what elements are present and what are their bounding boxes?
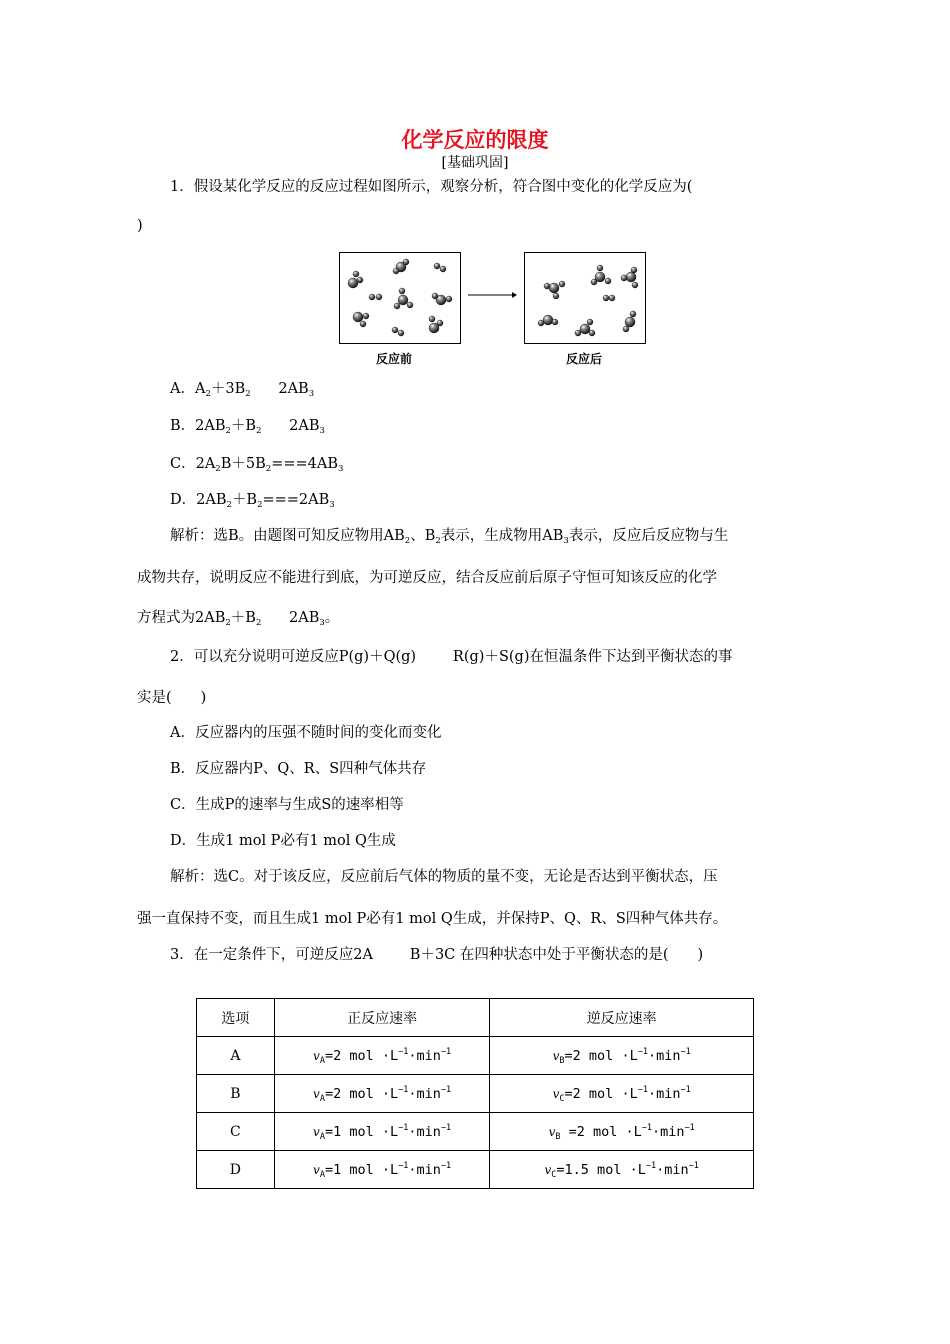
q1-option-d: D．$2AB_2+B_2===2AB_3$ <box>170 492 335 510</box>
forward-rate-cell: $v_A=2$ mol $\cdot L^{-1}\cdot\min^{-1}$ <box>274 1075 490 1113</box>
page-title: 化学反应的限度 <box>401 128 549 152</box>
q1-analysis-line3: 方程式为$2AB_2+B_2$ $2AB_3$。 <box>137 610 340 628</box>
rate-table <box>196 998 754 1189</box>
q2-stem-line2: 实是( ) <box>137 690 207 706</box>
q1-option-c: C．$2A_2B+5B_2===4AB_3$ <box>170 456 344 474</box>
reverse-rate-cell: $v_C=2$ mol $\cdot L^{-1}\cdot\min^{-1}$ <box>490 1075 754 1113</box>
header-option: 选项 <box>197 999 275 1037</box>
table-row <box>197 1113 754 1151</box>
reaction-before-box <box>339 252 461 344</box>
row-option: A <box>197 1037 275 1075</box>
before-caption: 反应前 <box>376 352 413 366</box>
q1-stem-line1: 1．假设某化学反应的反应过程如图所示，观察分析，符合图中变化的化学反应为( <box>170 179 693 195</box>
q3-stem: 3．在一定条件下，可逆反应2A B＋3C 在四种状态中处于平衡状态的是( ) <box>170 947 704 963</box>
reverse-rate-cell: $v_B =2$ mol $\cdot L^{-1}\cdot\min^{-1}$ <box>490 1113 754 1151</box>
q1-stem-line2: ) <box>137 218 143 234</box>
header-forward-rate: 正反应速率 <box>274 999 490 1037</box>
q2-analysis-line1: 解析：选C。对于该反应，反应前后气体的物质的量不变，无论是否达到平衡状态，压 <box>170 869 718 885</box>
table-header-row <box>197 999 754 1037</box>
forward-rate-cell: $v_A=1$ mol $\cdot L^{-1}\cdot\min^{-1}$ <box>274 1113 490 1151</box>
section-label: [基础巩固] <box>441 155 509 171</box>
q2-option-d: D．生成1 mol P必有1 mol Q生成 <box>170 833 396 849</box>
q1-option-b: B．$2AB_2+B_2$ $2AB_3$ <box>170 418 325 436</box>
q1-analysis-line2: 成物共存，说明反应不能进行到底，为可逆反应，结合反应前后原子守恒可知该反应的化学 <box>137 570 717 586</box>
q2-option-b: B．反应器内P、Q、R、S四种气体共存 <box>170 761 427 777</box>
row-option: C <box>197 1113 275 1151</box>
molecules-after-image <box>525 253 645 343</box>
forward-rate-cell: $v_A=2$ mol $\cdot L^{-1}\cdot\min^{-1}$ <box>274 1037 490 1075</box>
header-reverse-rate: 逆反应速率 <box>490 999 754 1037</box>
table-row <box>197 1037 754 1075</box>
after-caption: 反应后 <box>566 352 603 366</box>
molecules-before-image <box>340 253 460 343</box>
q2-analysis-line2: 强一直保持不变，而且生成1 mol P必有1 mol Q生成，并保持P、Q、R、S四种气体共存。 <box>137 911 728 927</box>
q2-option-c: C．生成P的速率与生成S的速率相等 <box>170 797 404 813</box>
q1-option-a: A．$A_2+3B_2$ $2AB_3$ <box>170 381 315 399</box>
row-option: B <box>197 1075 275 1113</box>
q2-stem-line1: 2．可以充分说明可逆反应P(g)＋Q(g) R(g)＋S(g)在恒温条件下达到平衡状态的事 <box>170 649 733 665</box>
reaction-arrow <box>466 290 518 300</box>
q1-analysis-line1: 解析：选B。由题图可知反应物用$AB_2$、$B_2$表示，生成物用$AB_3$表示，反应后反应物与生 <box>170 528 729 546</box>
reverse-rate-cell: $v_B=2$ mol $\cdot L^{-1}\cdot\min^{-1}$ <box>490 1037 754 1075</box>
q2-option-a: A．反应器内的压强不随时间的变化而变化 <box>170 725 442 741</box>
row-option: D <box>197 1151 275 1189</box>
reverse-rate-cell: $v_C=1.5$ mol $\cdot L^{-1}\cdot\min^{-1}$ <box>490 1151 754 1189</box>
table-row <box>197 1151 754 1189</box>
table-row <box>197 1075 754 1113</box>
forward-rate-cell: $v_A=1$ mol $\cdot L^{-1}\cdot\min^{-1}$ <box>274 1151 490 1189</box>
reaction-after-box <box>524 252 646 344</box>
